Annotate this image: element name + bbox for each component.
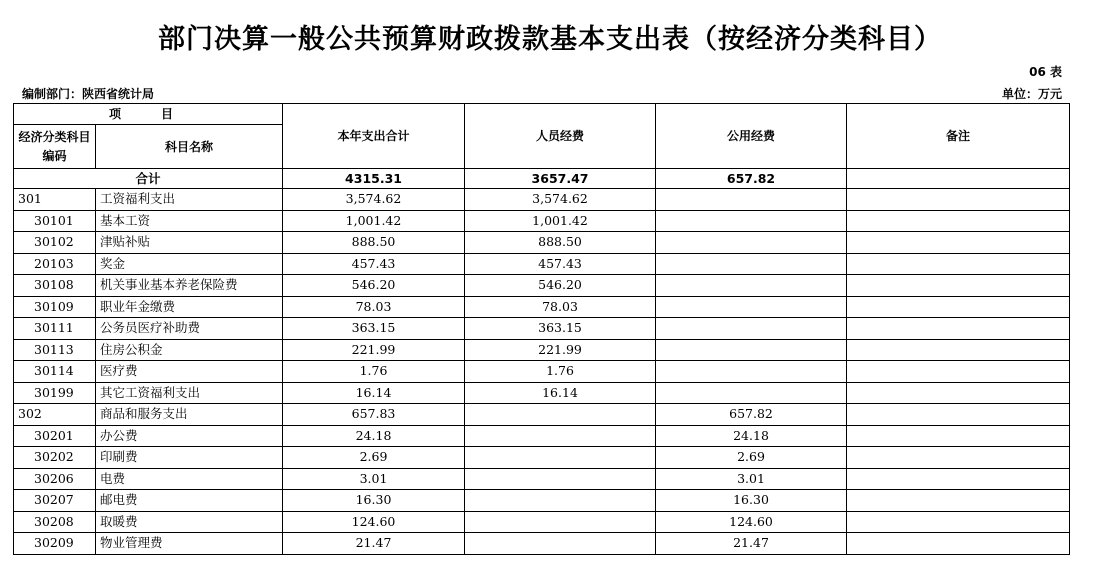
total-row-personnel: 3657.47 bbox=[465, 169, 656, 189]
row-public-cell bbox=[656, 361, 847, 383]
row-remarks-cell bbox=[847, 447, 1070, 469]
row-name-cell: 电费 bbox=[96, 468, 283, 490]
table-row bbox=[14, 339, 1070, 361]
row-public-cell bbox=[656, 318, 847, 340]
row-total-cell: 221.99 bbox=[283, 339, 465, 361]
table-row bbox=[14, 210, 1070, 232]
row-name-cell: 邮电费 bbox=[96, 490, 283, 512]
row-code-cell: 30199 bbox=[14, 382, 96, 404]
row-name-cell: 基本工资 bbox=[96, 210, 283, 232]
remarks-column-header: 备注 bbox=[847, 104, 1070, 169]
row-remarks-cell bbox=[847, 468, 1070, 490]
row-personnel-cell bbox=[465, 425, 656, 447]
row-personnel-cell bbox=[465, 490, 656, 512]
row-personnel-cell bbox=[465, 404, 656, 426]
row-public-cell bbox=[656, 339, 847, 361]
row-code-cell: 30101 bbox=[14, 210, 96, 232]
row-public-cell bbox=[656, 232, 847, 254]
econ-code-column-header: 经济分类科目编码 bbox=[14, 125, 96, 169]
row-name-cell: 取暖费 bbox=[96, 511, 283, 533]
row-total-cell: 363.15 bbox=[283, 318, 465, 340]
row-remarks-cell bbox=[847, 296, 1070, 318]
row-public-cell: 657.82 bbox=[656, 404, 847, 426]
row-name-cell: 商品和服务支出 bbox=[96, 404, 283, 426]
department-label: 编制部门：陕西省统计局 bbox=[22, 87, 155, 101]
table-row bbox=[14, 318, 1070, 340]
table-row bbox=[14, 275, 1070, 297]
row-public-cell: 21.47 bbox=[656, 533, 847, 555]
row-personnel-cell: 78.03 bbox=[465, 296, 656, 318]
row-code-cell: 30102 bbox=[14, 232, 96, 254]
row-personnel-cell bbox=[465, 468, 656, 490]
table-row bbox=[14, 361, 1070, 383]
row-total-cell: 124.60 bbox=[283, 511, 465, 533]
row-personnel-cell: 16.14 bbox=[465, 382, 656, 404]
row-code-cell: 301 bbox=[14, 189, 96, 211]
row-public-cell: 2.69 bbox=[656, 447, 847, 469]
report-title: 部门决算一般公共预算财政拨款基本支出表（按经济分类科目） bbox=[158, 24, 942, 55]
row-name-cell: 工资福利支出 bbox=[96, 189, 283, 211]
row-name-cell: 奖金 bbox=[96, 253, 283, 275]
row-code-cell: 30206 bbox=[14, 468, 96, 490]
row-name-cell: 住房公积金 bbox=[96, 339, 283, 361]
row-remarks-cell bbox=[847, 490, 1070, 512]
table-row bbox=[14, 404, 1070, 426]
row-name-cell: 物业管理费 bbox=[96, 533, 283, 555]
row-code-cell: 30209 bbox=[14, 533, 96, 555]
row-personnel-cell: 363.15 bbox=[465, 318, 656, 340]
row-total-cell: 3,574.62 bbox=[283, 189, 465, 211]
row-personnel-cell: 888.50 bbox=[465, 232, 656, 254]
row-total-cell: 21.47 bbox=[283, 533, 465, 555]
row-total-cell: 2.69 bbox=[283, 447, 465, 469]
table-row bbox=[14, 296, 1070, 318]
row-name-cell: 津贴补贴 bbox=[96, 232, 283, 254]
total-row-label: 合计 bbox=[14, 169, 283, 189]
row-total-cell: 888.50 bbox=[283, 232, 465, 254]
personnel-column-header: 人员经费 bbox=[465, 104, 656, 169]
row-code-cell: 30114 bbox=[14, 361, 96, 383]
row-remarks-cell bbox=[847, 253, 1070, 275]
row-remarks-cell bbox=[847, 275, 1070, 297]
row-total-cell: 1.76 bbox=[283, 361, 465, 383]
table-row bbox=[14, 511, 1070, 533]
table-row bbox=[14, 447, 1070, 469]
table-row bbox=[14, 189, 1070, 211]
row-name-cell: 公务员医疗补助费 bbox=[96, 318, 283, 340]
row-total-cell: 546.20 bbox=[283, 275, 465, 297]
row-name-cell: 办公费 bbox=[96, 425, 283, 447]
unit-label: 单位：万元 bbox=[1001, 87, 1062, 101]
row-name-cell: 职业年金缴费 bbox=[96, 296, 283, 318]
row-public-cell bbox=[656, 253, 847, 275]
row-code-cell: 30202 bbox=[14, 447, 96, 469]
public-column-header: 公用经费 bbox=[656, 104, 847, 169]
row-public-cell bbox=[656, 382, 847, 404]
row-remarks-cell bbox=[847, 404, 1070, 426]
row-remarks-cell bbox=[847, 533, 1070, 555]
row-remarks-cell bbox=[847, 210, 1070, 232]
row-name-cell: 机关事业基本养老保险费 bbox=[96, 275, 283, 297]
row-code-cell: 30111 bbox=[14, 318, 96, 340]
row-code-cell: 30207 bbox=[14, 490, 96, 512]
row-code-cell: 30109 bbox=[14, 296, 96, 318]
row-remarks-cell bbox=[847, 361, 1070, 383]
row-remarks-cell bbox=[847, 511, 1070, 533]
row-total-cell: 657.83 bbox=[283, 404, 465, 426]
row-total-cell: 78.03 bbox=[283, 296, 465, 318]
row-code-cell: 302 bbox=[14, 404, 96, 426]
form-number: 06 表 bbox=[1029, 65, 1062, 79]
table-row bbox=[14, 232, 1070, 254]
row-remarks-cell bbox=[847, 425, 1070, 447]
row-remarks-cell bbox=[847, 232, 1070, 254]
total-column-header: 本年支出合计 bbox=[283, 104, 465, 169]
item-group-header: 项 目 bbox=[14, 104, 283, 125]
row-public-cell bbox=[656, 275, 847, 297]
row-total-cell: 16.30 bbox=[283, 490, 465, 512]
row-public-cell bbox=[656, 189, 847, 211]
row-remarks-cell bbox=[847, 382, 1070, 404]
row-name-cell: 印刷费 bbox=[96, 447, 283, 469]
row-remarks-cell bbox=[847, 189, 1070, 211]
row-personnel-cell: 1.76 bbox=[465, 361, 656, 383]
row-public-cell bbox=[656, 296, 847, 318]
row-personnel-cell bbox=[465, 533, 656, 555]
row-total-cell: 16.14 bbox=[283, 382, 465, 404]
row-remarks-cell bbox=[847, 339, 1070, 361]
row-code-cell: 30208 bbox=[14, 511, 96, 533]
row-name-cell: 医疗费 bbox=[96, 361, 283, 383]
row-personnel-cell: 546.20 bbox=[465, 275, 656, 297]
row-code-cell: 30201 bbox=[14, 425, 96, 447]
row-name-cell: 其它工资福利支出 bbox=[96, 382, 283, 404]
row-personnel-cell bbox=[465, 511, 656, 533]
row-total-cell: 457.43 bbox=[283, 253, 465, 275]
row-public-cell: 24.18 bbox=[656, 425, 847, 447]
expenditure-table bbox=[13, 103, 1070, 555]
row-personnel-cell: 221.99 bbox=[465, 339, 656, 361]
row-code-cell: 30108 bbox=[14, 275, 96, 297]
row-public-cell: 3.01 bbox=[656, 468, 847, 490]
row-code-cell: 20103 bbox=[14, 253, 96, 275]
row-remarks-cell bbox=[847, 318, 1070, 340]
row-total-cell: 3.01 bbox=[283, 468, 465, 490]
row-code-cell: 30113 bbox=[14, 339, 96, 361]
total-row-remarks bbox=[847, 169, 1070, 189]
row-personnel-cell: 457.43 bbox=[465, 253, 656, 275]
item-name-column-header: 科目名称 bbox=[96, 125, 283, 169]
row-public-cell: 124.60 bbox=[656, 511, 847, 533]
table-row bbox=[14, 490, 1070, 512]
table-row bbox=[14, 425, 1070, 447]
table-row bbox=[14, 533, 1070, 555]
table-row bbox=[14, 382, 1070, 404]
total-row bbox=[14, 169, 1070, 189]
row-total-cell: 24.18 bbox=[283, 425, 465, 447]
row-personnel-cell: 3,574.62 bbox=[465, 189, 656, 211]
row-total-cell: 1,001.42 bbox=[283, 210, 465, 232]
row-personnel-cell: 1,001.42 bbox=[465, 210, 656, 232]
row-public-cell bbox=[656, 210, 847, 232]
row-personnel-cell bbox=[465, 447, 656, 469]
table-row bbox=[14, 468, 1070, 490]
total-row-total: 4315.31 bbox=[283, 169, 465, 189]
total-row-public: 657.82 bbox=[656, 169, 847, 189]
row-public-cell: 16.30 bbox=[656, 490, 847, 512]
table-row bbox=[14, 253, 1070, 275]
